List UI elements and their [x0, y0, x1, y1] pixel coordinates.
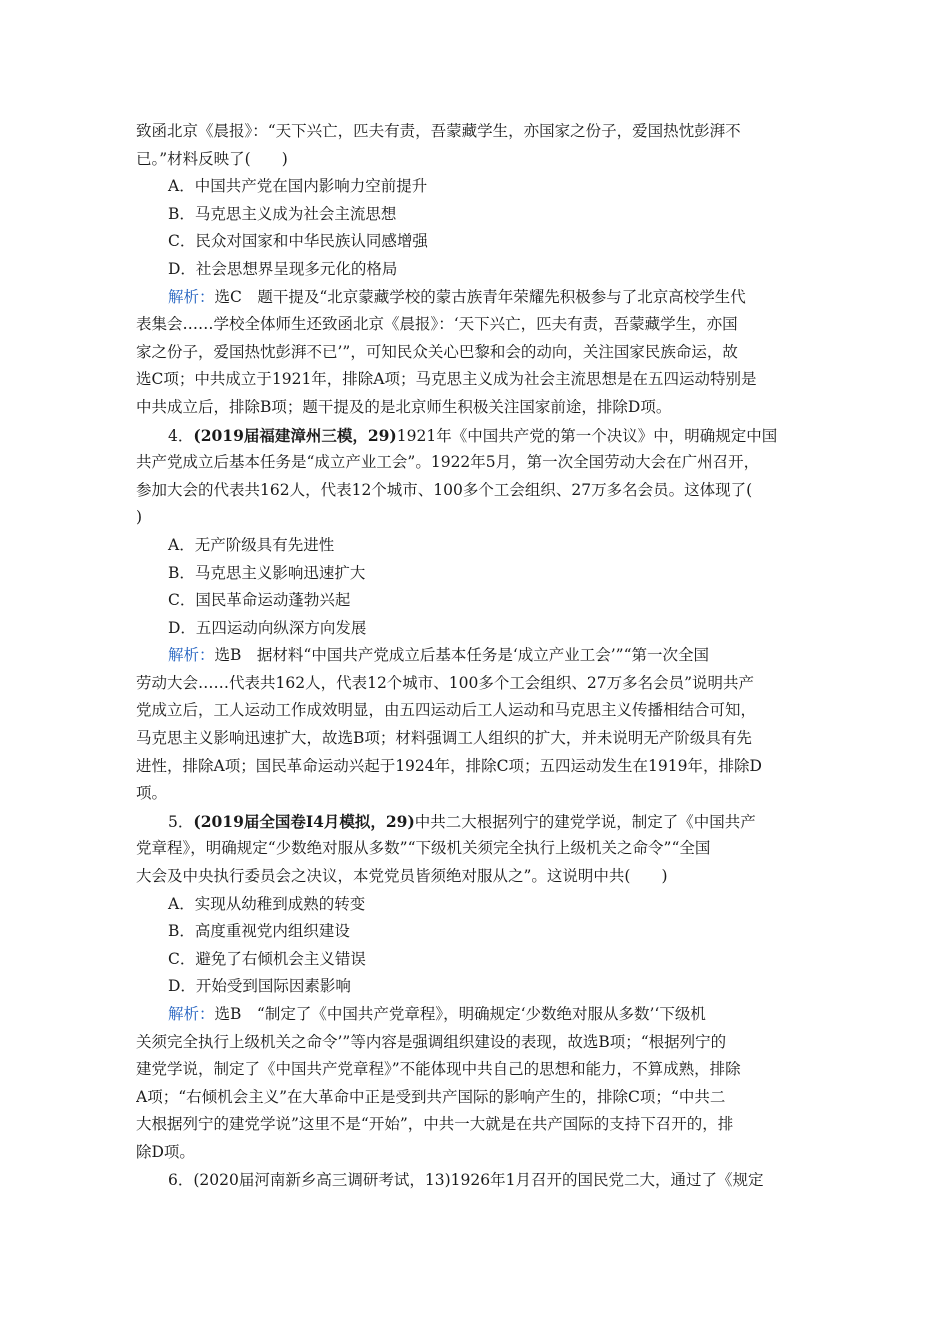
q6-stem-line [136, 1167, 816, 1195]
q6-number: 6． [168, 1170, 194, 1189]
q5-option-d: D．开始受到国际因素影响 [168, 977, 351, 996]
q4-analysis-line: 进性，排除A项；国民革命运动兴起于1924年，排除C项；五四运动发生在1919年，排除D [136, 756, 762, 775]
q3-analysis-line: 表集会……学校全体师生还致函北京《晨报》：‘天下兴亡，匹夫有责，吾蒙藏学生，亦国 [136, 315, 738, 334]
q3-option-d: D．社会思想界呈现多元化的格局 [168, 259, 398, 278]
q5-option-a: A．实现从幼稚到成熟的转变 [168, 894, 366, 913]
analysis-text: 选B 据材料“中国共产党成立后基本任务是‘成立产业工会’”“第一次全国 [214, 646, 710, 665]
q5-number: 5． [168, 812, 194, 831]
q4-stem-line [136, 422, 816, 450]
q5-analysis-line: 关须完全执行上级机关之命令’”等内容是强调组织建设的表现，故选B项；“根据列宁的 [136, 1032, 727, 1051]
q6-stem-text: 1926年1月召开的国民党二大，通过了《规定 [450, 1170, 764, 1189]
q4-analysis-line: 项。 [136, 784, 168, 803]
q4-analysis-line: 党成立后，工人运动工作成效明显，由五四运动后工人运动和马克思主义传播相结合可知， [136, 701, 757, 720]
q5-analysis-line: 大根据列宁的建党学说”这里不是“开始”，中共一大就是在共产国际的支持下召开的，排 [136, 1115, 734, 1134]
q5-stem-line: 大会及中央执行委员会之决议，本党党员皆须绝对服从之”。这说明中共( ) [136, 867, 668, 886]
q5-analysis-line [136, 1001, 816, 1029]
q4-option-a: A．无产阶级具有先进性 [168, 535, 335, 554]
q3-analysis-line: 中共成立后，排除B项；题干提及的是北京师生积极关注国家前途，排除D项。 [136, 397, 672, 416]
q4-option-b: B．马克思主义影响迅速扩大 [168, 563, 366, 582]
q4-stem-line: ) [136, 508, 143, 527]
q4-analysis-line: 劳动大会……代表共162人，代表12个城市、100多个工会组织、27万多名会员”说明共产 [136, 673, 755, 692]
q3-analysis-line: 选C项；中共成立于1921年，排除A项；马克思主义成为社会主流思想是在五四运动特别是 [136, 370, 757, 389]
q5-source: (2019届全国卷Ⅰ4月模拟，29) [193, 811, 415, 831]
q6-source: (2020届河南新乡高三调研考试，13) [193, 1170, 451, 1189]
q4-analysis-line [136, 642, 816, 670]
q3-stem-line: 致函北京《晨报》：“天下兴亡，匹夫有责，吾蒙藏学生，亦国家之份子，爱国热忱彭湃不 [136, 122, 741, 140]
document-page [136, 118, 816, 1194]
q4-stem-line: 参加大会的代表共162人，代表12个城市、100多个工会组织、27万多名会员。这体现了( [136, 480, 753, 499]
q5-stem-line: 党章程》，明确规定“少数绝对服从多数”“下级机关须完全执行上级机关之命令”“全国 [136, 839, 711, 858]
q3-option-a: A．中国共产党在国内影响力空前提升 [168, 177, 428, 196]
q5-stem-line [136, 808, 816, 836]
q4-option-d: D．五四运动向纵深方向发展 [168, 618, 367, 637]
q4-stem-line: 共产党成立后基本任务是“成立产业工会”。1922年5月，第一次全国劳动大会在广州召开， [136, 453, 760, 472]
q5-option-b: B．高度重视党内组织建设 [168, 922, 350, 941]
q5-analysis-line: 建党学说，制定了《中国共产党章程》”不能体现中共自己的思想和能力，不算成熟，排除 [136, 1060, 741, 1079]
q4-source: (2019届福建漳州三模，29) [193, 425, 397, 445]
q4-stem-text: 1921年《中国共产党的第一个决议》中，明确规定中国 [396, 426, 778, 445]
q5-stem-text: 中共二大根据列宁的建党学说，制定了《中国共产 [414, 812, 756, 831]
q4-analysis-line: 马克思主义影响迅速扩大，故选B项；材料强调工人组织的扩大，并未说明无产阶级具有先 [136, 729, 752, 748]
analysis-text: 选B “制定了《中国共产党章程》，明确规定‘少数绝对服从多数’‘下级机 [214, 1005, 706, 1023]
analysis-label: 解析： [168, 646, 215, 665]
analysis-label: 解析： [168, 287, 215, 306]
q4-option-c: C．国民革命运动蓬勃兴起 [168, 591, 351, 610]
q4-number: 4． [168, 426, 194, 445]
analysis-label: 解析： [168, 1005, 215, 1023]
q5-analysis-line: A项；“右倾机会主义”在大革命中正是受到共产国际的影响产生的，排除C项；“中共二 [136, 1087, 726, 1106]
q3-option-b: B．马克思主义成为社会主流思想 [168, 204, 397, 223]
q5-analysis-line: 除D项。 [136, 1142, 195, 1161]
analysis-text: 选C 题干提及“北京蒙藏学校的蒙古族青年荣耀先积极参与了北京高校学生代 [214, 287, 746, 306]
q3-analysis-line: 家之份子，爱国热忱彭湃不已’”，可知民众关心巴黎和会的动向，关注国家民族命运，故 [136, 342, 738, 361]
q5-option-c: C．避免了右倾机会主义错误 [168, 949, 366, 968]
q3-stem-line: 已。”材料反映了( ) [136, 149, 288, 168]
q3-analysis-line [136, 284, 816, 312]
q3-option-c: C．民众对国家和中华民族认同感增强 [168, 232, 428, 251]
